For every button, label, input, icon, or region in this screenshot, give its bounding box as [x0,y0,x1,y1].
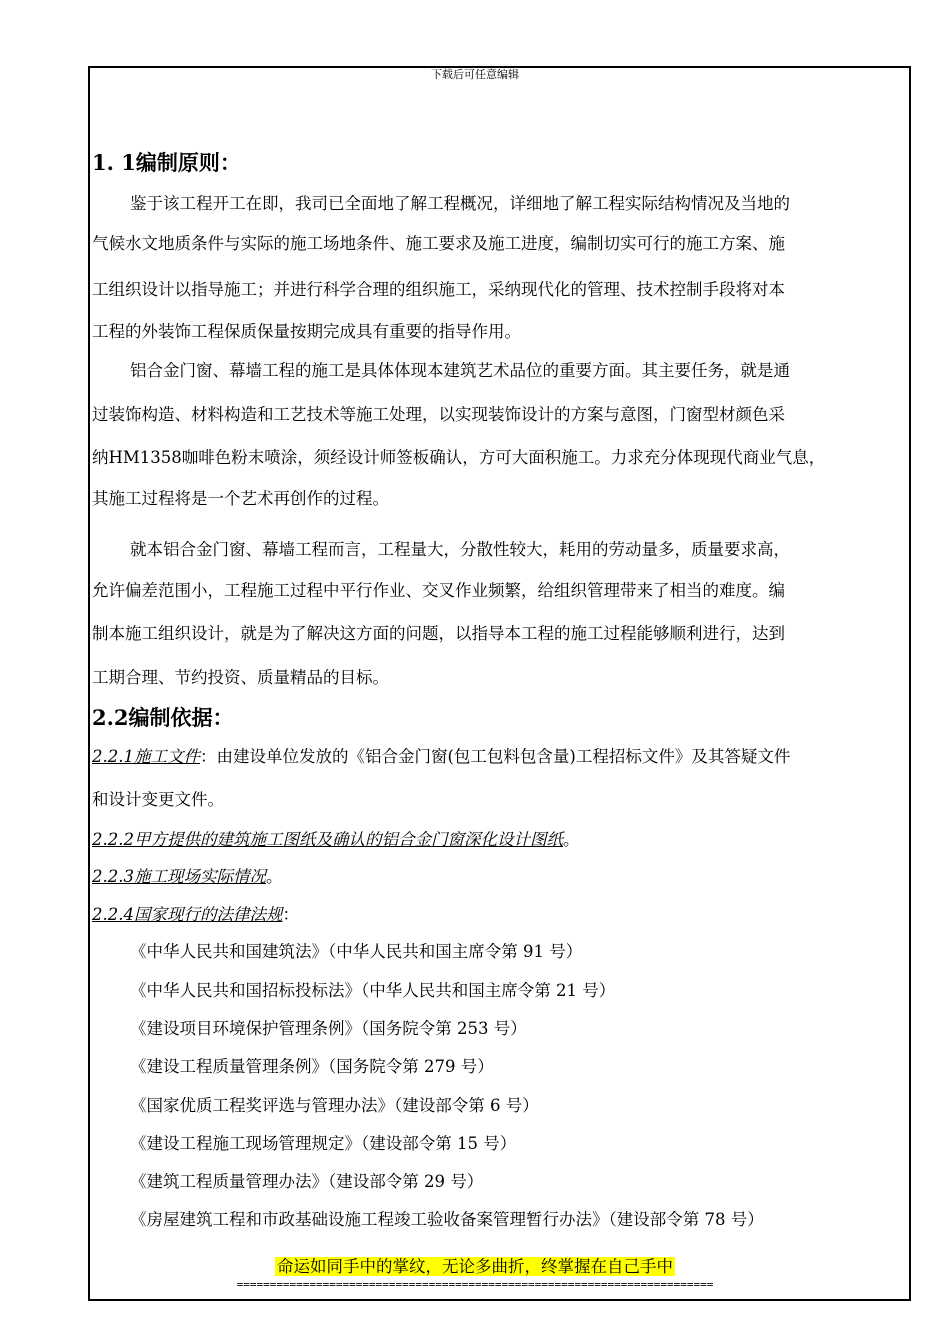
basis-item-1-label: 2.2.1施工文件 [92,747,200,766]
law-item: 《建筑工程质量管理办法》（建设部令第 29 号） [130,1172,484,1191]
paragraph-line: 纳HM1358咖啡色粉末喷涂，须经设计师签板确认，方可大面积施工。力求充分体现现代商业气息， [92,448,826,467]
paragraph-line: 就本铝合金门窗、幕墙工程而言，工程量大，分散性较大，耗用的劳动量多，质量要求高， [130,540,790,559]
law-item: 《建设工程质量管理条例》（国务院令第 279 号） [130,1057,494,1076]
footer-motto [0,1256,950,1278]
basis-item-1-text: ：由建设单位发放的《铝合金门窗(包工包料包含量)工程招标文件》及其答疑文件 [199,747,791,766]
footer-rule: ======================================================================== [236,1278,714,1291]
section1-heading: 1. 1编制原则： [92,150,241,175]
paragraph-line: 其施工过程将是一个艺术再创作的过程。 [92,489,389,508]
basis-item-2-tail: 。 [562,830,580,849]
paragraph-line: 工期合理、节约投资、质量精品的目标。 [92,668,389,687]
paragraph-line: 气候水文地质条件与实际的施工场地条件、施工要求及施工进度，编制切实可行的施工方案、施 [92,234,785,253]
paragraph-line: 工程的外装饰工程保质保量按期完成具有重要的指导作用。 [92,322,521,341]
header-note: 下载后可任意编辑 [431,68,519,81]
basis-item-3-tail: 。 [265,867,283,886]
law-item: 《建设项目环境保护管理条例》（国务院令第 253 号） [130,1019,527,1038]
paragraph-line: 过装饰构造、材料构造和工艺技术等施工处理，以实现装饰设计的方案与意图，门窗型材颜色采 [92,405,785,424]
law-item: 《房屋建筑工程和市政基础设施工程竣工验收备案管理暂行办法》（建设部令第 78 号） [130,1210,764,1229]
basis-item-4 [92,904,299,926]
law-item: 《建设工程施工现场管理规定》（建设部令第 15 号） [130,1134,517,1153]
paragraph-line: 工组织设计以指导施工；并进行科学合理的组织施工，采纳现代化的管理、技术控制手段将对本 [92,280,785,299]
basis-item-2 [92,829,579,851]
basis-item-1 [92,746,790,768]
paragraph-line: 允许偏差范围小，工程施工过程中平行作业、交叉作业频繁，给组织管理带来了相当的难度。编 [92,581,785,600]
basis-item-2-label: 2.2.2甲方提供的建筑施工图纸及确认的铝合金门窗深化设计图纸 [92,830,563,849]
law-item: 《国家优质工程奖评选与管理办法》（建设部令第 6 号） [130,1096,539,1115]
law-item: 《中华人民共和国建筑法》（中华人民共和国主席令第 91 号） [130,942,583,961]
paragraph-line: 制本施工组织设计，就是为了解决这方面的问题，以指导本工程的施工过程能够顺利进行，达到 [92,624,785,643]
footer-motto-text: 命运如同手中的掌纹，无论多曲折，终掌握在自己手中 [277,1257,673,1276]
law-item: 《中华人民共和国招标投标法》（中华人民共和国主席令第 21 号） [130,981,616,1000]
paragraph-line: 铝合金门窗、幕墙工程的施工是具体体现本建筑艺术品位的重要方面。其主要任务，就是通 [130,361,790,380]
basis-item-3-label: 2.2.3施工现场实际情况 [92,867,266,886]
paragraph-line: 鉴于该工程开工在即，我司已全面地了解工程概况，详细地了解工程实际结构情况及当地的 [130,194,790,213]
basis-item-3 [92,866,282,888]
section2-heading: 2.2编制依据： [92,705,234,730]
basis-item-4-label: 2.2.4国家现行的法律法规 [92,905,283,924]
basis-item-4-tail: ： [282,905,299,924]
basis-item-1-cont: 和设计变更文件。 [92,790,224,809]
